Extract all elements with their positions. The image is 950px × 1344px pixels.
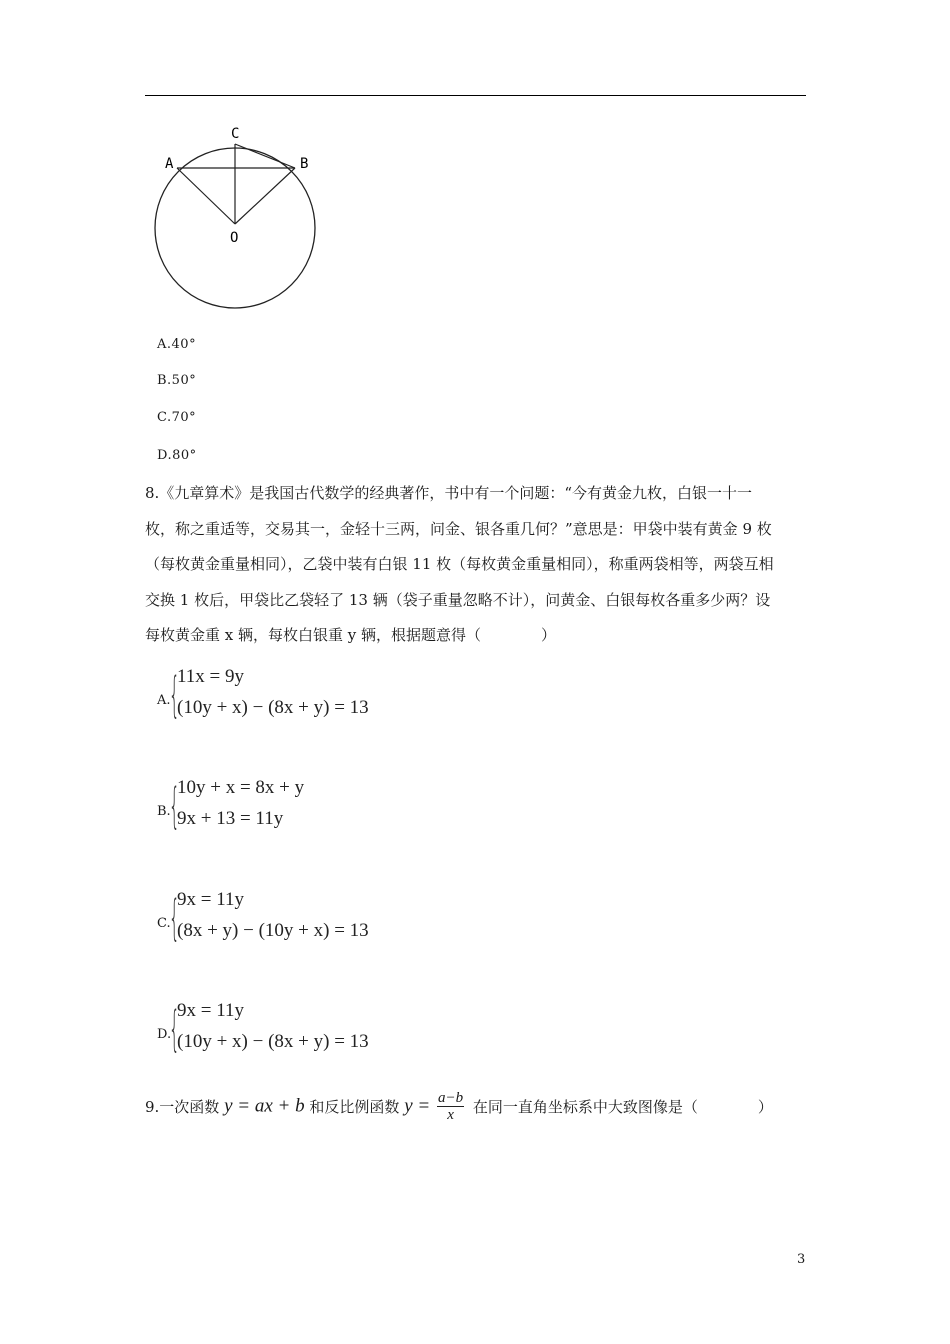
q7-option-a: A.40°: [157, 337, 197, 352]
equation-1: 9x = 11y: [177, 889, 245, 910]
equation-1: 10y + x = 8x + y: [177, 777, 305, 798]
brace-icon: {: [169, 667, 180, 723]
q7-option-d: D.80°: [157, 448, 197, 463]
equation-2: (10y + x) − (8x + y) = 13: [177, 697, 369, 718]
q9-inverse-fraction: [437, 1090, 464, 1123]
point-label-b: B: [300, 156, 309, 172]
point-label-o: O: [230, 230, 239, 246]
q8-option-b: [157, 777, 417, 839]
brace-icon: {: [169, 1001, 180, 1057]
q9-inverse-lhs: y =: [404, 1095, 431, 1117]
q8-line: 交换 1 枚后，甲袋比乙袋轻了 13 辆（袋子重量忽略不计），问黄金、白银每枚各重多少两？设: [145, 590, 771, 609]
radius-oa: [177, 168, 235, 224]
radius-ob: [235, 168, 295, 224]
point-label-c: C: [231, 126, 240, 142]
chord-cb: [235, 144, 295, 168]
option-label: C.: [157, 916, 171, 931]
equation-1: 9x = 11y: [177, 1000, 245, 1021]
q8-line: （每枚黄金重量相同），乙袋中装有白银 11 枚（每枚黄金重量相同），称重两袋相等，两袋互相: [145, 555, 774, 573]
q9-prefix: 9.一次函数: [145, 1098, 220, 1116]
brace-icon: {: [169, 890, 180, 946]
option-label: A.: [157, 693, 171, 708]
q8-question-text: [145, 476, 810, 654]
q8-line: 枚，称之重适等，交易其一，金轻十三两，问金、银各重几何？”意思是：甲袋中装有黄金 9 枚: [145, 519, 772, 538]
point-label-a: A: [165, 156, 174, 172]
option-label: D.: [157, 1027, 172, 1042]
q8-line: 每枚黄金重 x 辆，每枚白银重 y 辆，根据题意得（ ）: [145, 626, 557, 644]
fraction-denominator: x: [447, 1107, 454, 1123]
brace-icon: {: [169, 778, 180, 834]
q8-option-a: [157, 666, 417, 728]
q7-option-c: C.70°: [157, 410, 197, 425]
q8-line: 8.《九章算术》是我国古代数学的经典著作，书中有一个问题：“今有黄金九枚，白银一十一: [145, 484, 752, 502]
page-number: 3: [797, 1252, 806, 1267]
equation-1: 11x = 9y: [177, 666, 245, 687]
q9-linear-function: y = ax + b: [224, 1095, 305, 1117]
q9-suffix: 在同一直角坐标系中大致图像是（ ）: [472, 1098, 773, 1116]
equation-2: 9x + 13 = 11y: [177, 808, 284, 829]
q9-middle-text: 和反比例函数: [309, 1098, 400, 1116]
fraction-numerator: a−b: [437, 1090, 464, 1106]
circle-diagram: [150, 118, 330, 313]
header-rule: [145, 95, 806, 96]
option-label: B.: [157, 804, 171, 819]
q8-option-d: [157, 1000, 417, 1062]
q8-option-c: [157, 889, 417, 951]
q9-question: [145, 1090, 773, 1123]
equation-2: (8x + y) − (10y + x) = 13: [177, 920, 369, 941]
q7-option-b: B.50°: [157, 373, 197, 388]
equation-2: (10y + x) − (8x + y) = 13: [177, 1031, 369, 1052]
